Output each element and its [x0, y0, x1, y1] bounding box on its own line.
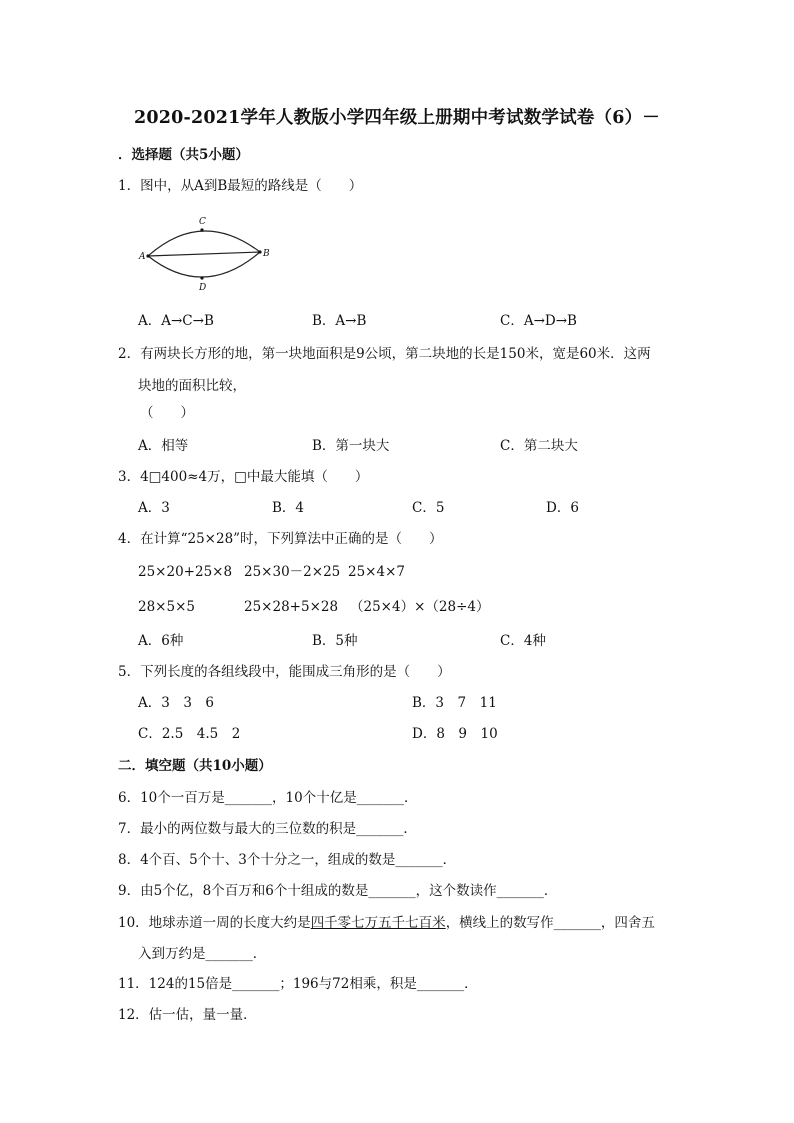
- question-2-line2: 块地的面积比较，: [138, 378, 246, 394]
- page-title: 2020-2021学年人教版小学四年级上册期中考试数学试卷（6）－: [134, 108, 660, 128]
- q4-expr-5: 25×28+5×28: [244, 599, 339, 615]
- question-7: 7．最小的两位数与最大的三位数的积是_______．: [118, 821, 417, 837]
- q5-option-b: B．3 7 11: [412, 695, 497, 711]
- q4-option-a: A．6种: [138, 633, 184, 649]
- q2-option-c: C．第二块大: [500, 438, 578, 454]
- question-9: 9．由5个亿，8个百万和6个十组成的数是_______，这个数读作_______．: [118, 883, 558, 899]
- point-c: [200, 228, 203, 231]
- question-8: 8．4个百、5个十、3个十分之一，组成的数是_______．: [118, 852, 457, 868]
- q4-expr-6: （25×4）×（28÷4）: [350, 599, 490, 615]
- q4-expr-1: 25×20+25×8: [138, 564, 233, 580]
- label-c: C: [199, 217, 206, 227]
- label-a: A: [139, 252, 146, 262]
- q4-expr-3: 25×4×7: [348, 564, 405, 580]
- q10-prefix: 10．地球赤道一周的长度大约是: [118, 915, 311, 931]
- question-11: 11．124的15倍是_______；196与72相乘，积是_______．: [118, 976, 478, 992]
- section2-heading: 二．填空题（共10小题）: [118, 758, 272, 774]
- q2-option-a: A．相等: [138, 438, 189, 454]
- q5-option-c: C．2.5 4.5 2: [138, 726, 241, 742]
- label-d: D: [199, 283, 207, 292]
- point-a: [146, 254, 149, 257]
- route-line-ab: [148, 252, 260, 256]
- q10-suffix: ，横线上的数写作_______，四舍五: [445, 915, 655, 931]
- q1-option-c: C．A→D→B: [500, 313, 577, 329]
- q4-expr-4: 28×5×5: [138, 599, 195, 615]
- q4-option-c: C．4种: [500, 633, 546, 649]
- question-3: 3．4□400≈4万，□中最大能填（ ）: [118, 469, 369, 485]
- q10-underlined-number: 四千零七万五千七百米: [310, 915, 446, 931]
- q5-option-a: A．3 3 6: [138, 695, 215, 711]
- q1-option-b: B．A→B: [312, 313, 367, 329]
- q2-option-b: B．第一块大: [312, 438, 390, 454]
- q1-option-a: A．A→C→B: [138, 313, 214, 329]
- question-2-line1: 2．有两块长方形的地，第一块地面积是9公顷，第二块地的长是150米，宽是60米．这两: [118, 346, 651, 362]
- question-4: 4．在计算“25×28”时，下列算法中正确的是（ ）: [118, 531, 443, 547]
- point-b: [258, 250, 261, 253]
- point-d: [200, 276, 203, 279]
- question-2-blank: （ ）: [140, 405, 194, 421]
- question-6: 6．10个一百万是_______，10个十亿是_______．: [118, 790, 418, 806]
- q4-expr-2: 25×30－2×25: [244, 564, 341, 580]
- question-1: 1．图中，从A到B最短的路线是（ ）: [118, 178, 363, 194]
- label-b: B: [263, 249, 270, 259]
- q3-option-c: C．5: [412, 500, 445, 516]
- route-diagram: [138, 210, 270, 292]
- q5-option-d: D．8 9 10: [412, 726, 498, 742]
- q3-option-d: D．6: [546, 500, 579, 516]
- q4-option-b: B．5种: [312, 633, 358, 649]
- q3-option-a: A．3: [138, 500, 170, 516]
- section1-heading: ．选择题（共5小题）: [118, 147, 249, 163]
- q3-option-b: B．4: [272, 500, 305, 516]
- question-12: 12．估一估，量一量．: [118, 1007, 257, 1023]
- question-10-line2: 入到万约是_______．: [138, 946, 267, 962]
- question-10-line1: [118, 914, 655, 932]
- question-5: 5．下列长度的各组线段中，能围成三角形的是（ ）: [118, 664, 451, 680]
